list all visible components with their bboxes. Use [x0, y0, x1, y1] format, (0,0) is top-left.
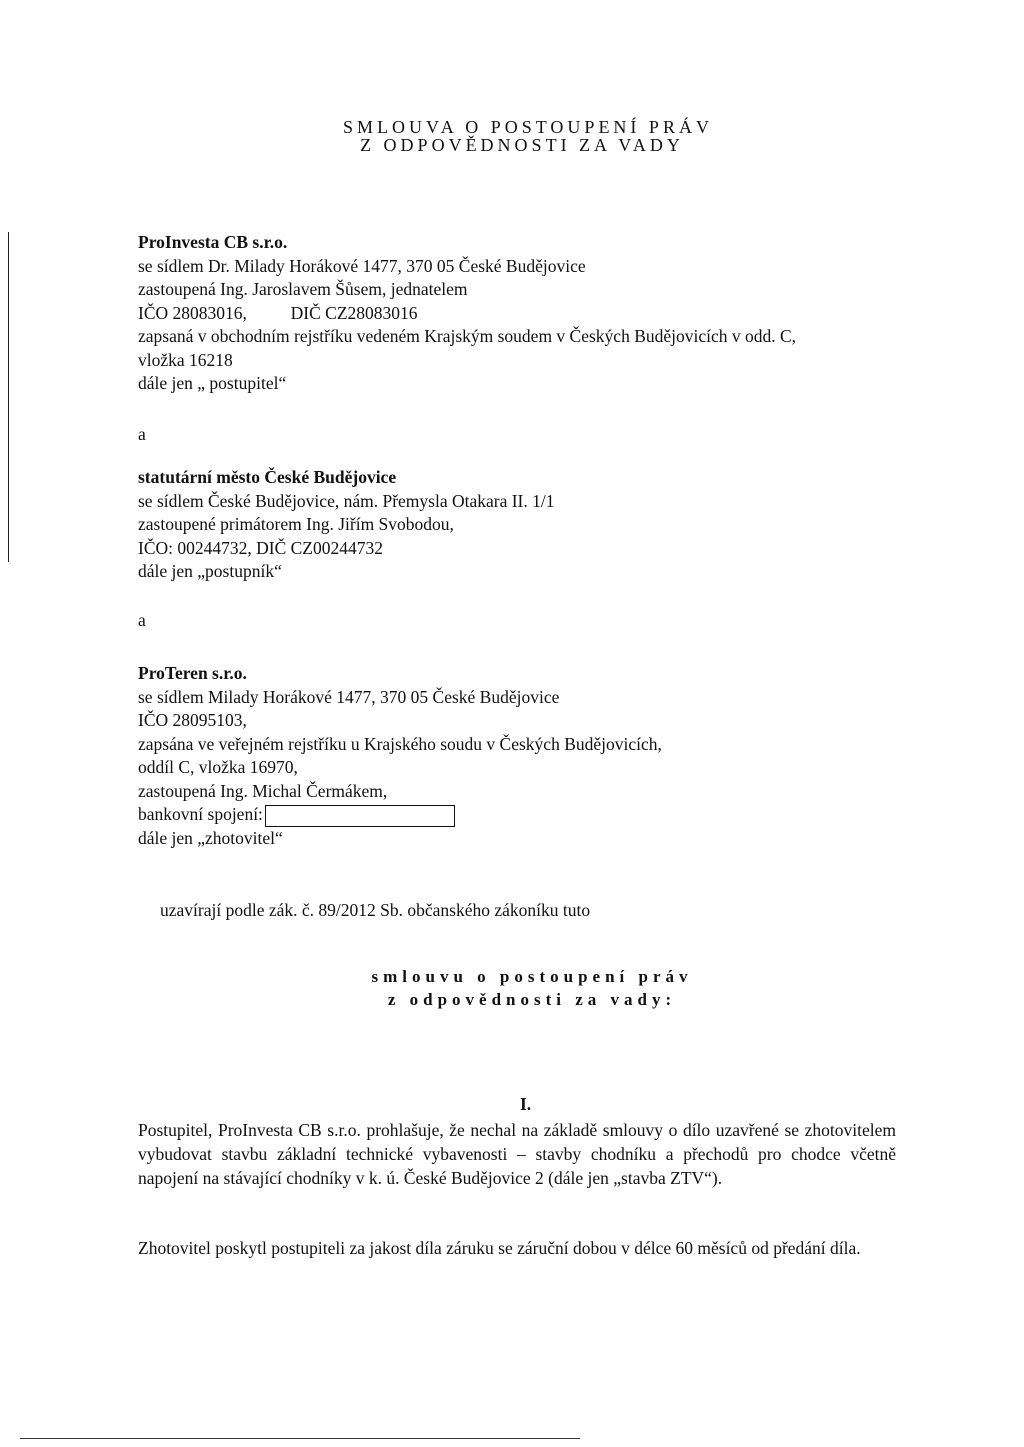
scan-margin-line [8, 232, 9, 562]
bank-details-line [138, 803, 898, 827]
party-name: statutární město České Budějovice [138, 467, 397, 487]
party-postupnik [138, 466, 898, 584]
redacted-box [265, 805, 455, 827]
section-paragraph-2: Zhotovitel poskytl postupiteli za jakost díla záruku se záruční dobou v délce 60 měsíců od předání díla. [138, 1238, 861, 1258]
party-postupitel [138, 231, 898, 396]
intro-sentence: uzavírají podle zák. č. 89/2012 Sb. občanského zákoníku tuto [160, 900, 591, 920]
document-title-line2: Z ODPOVĚDNOSTI ZA VADY [360, 135, 684, 155]
party-zhotovitel [138, 662, 898, 850]
party-registry: zapsána ve veřejném rejstříku u Krajského soudu v Českých Budějovicích, [138, 733, 662, 754]
party-registry: zapsaná v obchodním rejstříku vedeném Krajským soudem v Českých Budějovicích v odd. C, [138, 326, 797, 346]
section-number: I. [520, 1094, 532, 1114]
party-name: ProInvesta CB s.r.o. [138, 232, 288, 252]
party-ids: IČO 28095103, [138, 710, 247, 730]
page-bottom-line [20, 1438, 580, 1439]
party-ids: IČO: 00244732, DIČ CZ00244732 [138, 537, 383, 558]
party-registry-section: oddíl C, vložka 16970, [138, 757, 298, 777]
conjunction-and: a [138, 610, 146, 630]
conjunction-and: a [138, 424, 146, 444]
party-representative: zastoupená Ing. Jaroslavem Šůsem, jednatelem [138, 279, 468, 299]
party-role: dále jen „postupník“ [138, 561, 282, 581]
section-paragraph-1: Postupitel, ProInvesta CB s.r.o. prohlašuje, že nechal na základě smlouvy o dílo uzavřené se zhotovitelem vybudovat stavbu základní technické vybavenosti – stavby chodníku a přechodů pro chodce včetně napojení na stávající chodníky v k. ú. České Budějovice 2 (dále jen „stavba ZTV“). [138, 1120, 896, 1188]
contract-subtitle-line1: smlouvu o postoupení práv [371, 967, 693, 986]
party-role: dále jen „zhotovitel“ [138, 827, 283, 848]
party-address: se sídlem České Budějovice, nám. Přemysla Otakara II. 1/1 [138, 490, 555, 511]
contract-subtitle-line2: z odpovědnosti za vady: [387, 990, 677, 1009]
party-name: ProTeren s.r.o. [138, 663, 247, 683]
party-registry-insert: vložka 16218 [138, 349, 233, 370]
party-representative: zastoupená Ing. Michal Čermákem, [138, 780, 388, 801]
party-representative: zastoupené primátorem Ing. Jiřím Svobodou, [138, 514, 454, 534]
party-address: se sídlem Dr. Milady Horákové 1477, 370 05 České Budějovice [138, 255, 586, 276]
party-ids: IČO 28083016, DIČ CZ28083016 [138, 302, 418, 323]
party-address: se sídlem Milady Horákové 1477, 370 05 České Budějovice [138, 686, 560, 707]
document-title-line1: SMLOUVA O POSTOUPENÍ PRÁV [343, 117, 713, 137]
bank-details-label: bankovní spojení: [138, 804, 263, 824]
party-role: dále jen „ postupitel“ [138, 373, 287, 393]
